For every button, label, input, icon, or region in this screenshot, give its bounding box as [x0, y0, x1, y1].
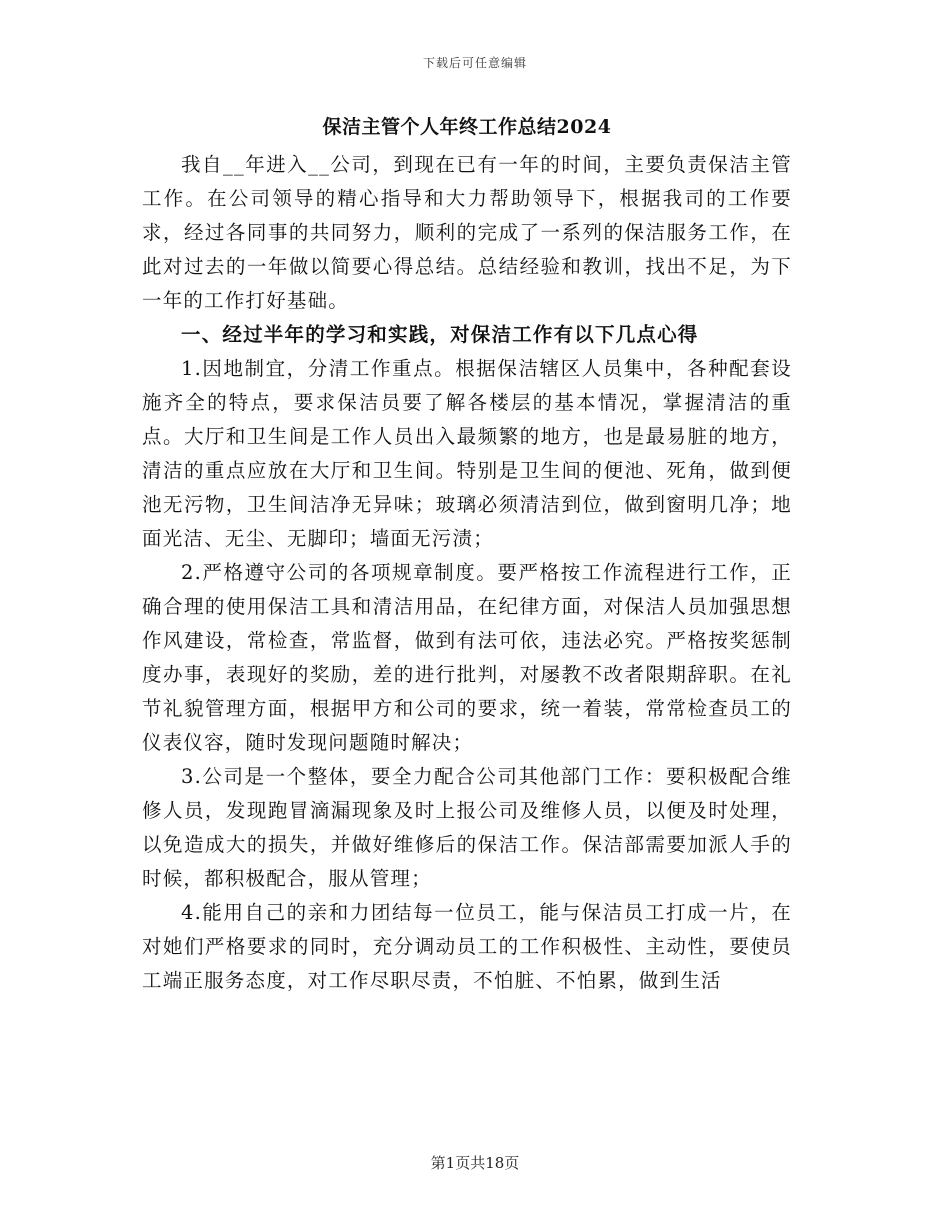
intro-paragraph: 我自__年进入__公司，到现在已有一年的时间，主要负责保洁主管工作。在公司领导的精心指导和大力帮助领导下，根据我司的工作要求，经过各同事的共同努力，顺利的完成了一系列的保洁服务工作，在此对过去的一年做以简要心得总结。总结经验和教训，找出不足，为下一年的工作打好基础。 [142, 153, 792, 312]
section-heading-1: 一、经过半年的学习和实践，对保洁工作有以下几点心得 [181, 323, 699, 346]
list-item-1: 1.因地制宜，分清工作重点。根据保洁辖区人员集中，各种配套设施齐全的特点，要求保洁员要了解各楼层的基本情况，掌握清洁的重点。大厅和卫生间是工作人员出入最频繁的地方，也是最易脏的地方，清洁的重点应放在大厅和卫生间。特别是卫生间的便池、死角，做到便池无污物，卫生间洁净无异味；玻璃必须清洁到位，做到窗明几净；地面光洁、无尘、无脚印；墙面无污渍； [142, 357, 792, 550]
page-header-note: 下载后可任意编辑 [422, 56, 527, 70]
document-title: 保洁主管个人年终工作总结2024 [322, 116, 612, 138]
document-body [142, 112, 792, 998]
list-item-3: 3.公司是一个整体，要全力配合公司其他部门工作：要积极配合维修人员，发现跑冒滴漏现象及时上报公司及维修人员，以便及时处理，以免造成大的损失，并做好维修后的保洁工作。保洁部需要加派人手的时候，都积极配合，服从管理； [142, 765, 792, 890]
list-item-2: 2.严格遵守公司的各项规章制度。要严格按工作流程进行工作，正确合理的使用保洁工具和清洁用品，在纪律方面，对保洁人员加强思想作风建设，常检查，常监督，做到有法可依，违法必究。严格按奖惩制度办事，表现好的奖励，差的进行批判，对屡教不改者限期辞职。在礼节礼貌管理方面，根据甲方和公司的要求，统一着装，常常检查员工的仪表仪容，随时发现问题随时解决； [142, 561, 792, 754]
list-item-4: 4.能用自己的亲和力团结每一位员工，能与保洁员工打成一片，在对她们严格要求的同时，充分调动员工的工作积极性、主动性，要使员工端正服务态度，对工作尽职尽责，不怕脏、不怕累，做到生活 [142, 901, 792, 992]
page-number-footer: 第1页共18页 [430, 1154, 520, 1172]
